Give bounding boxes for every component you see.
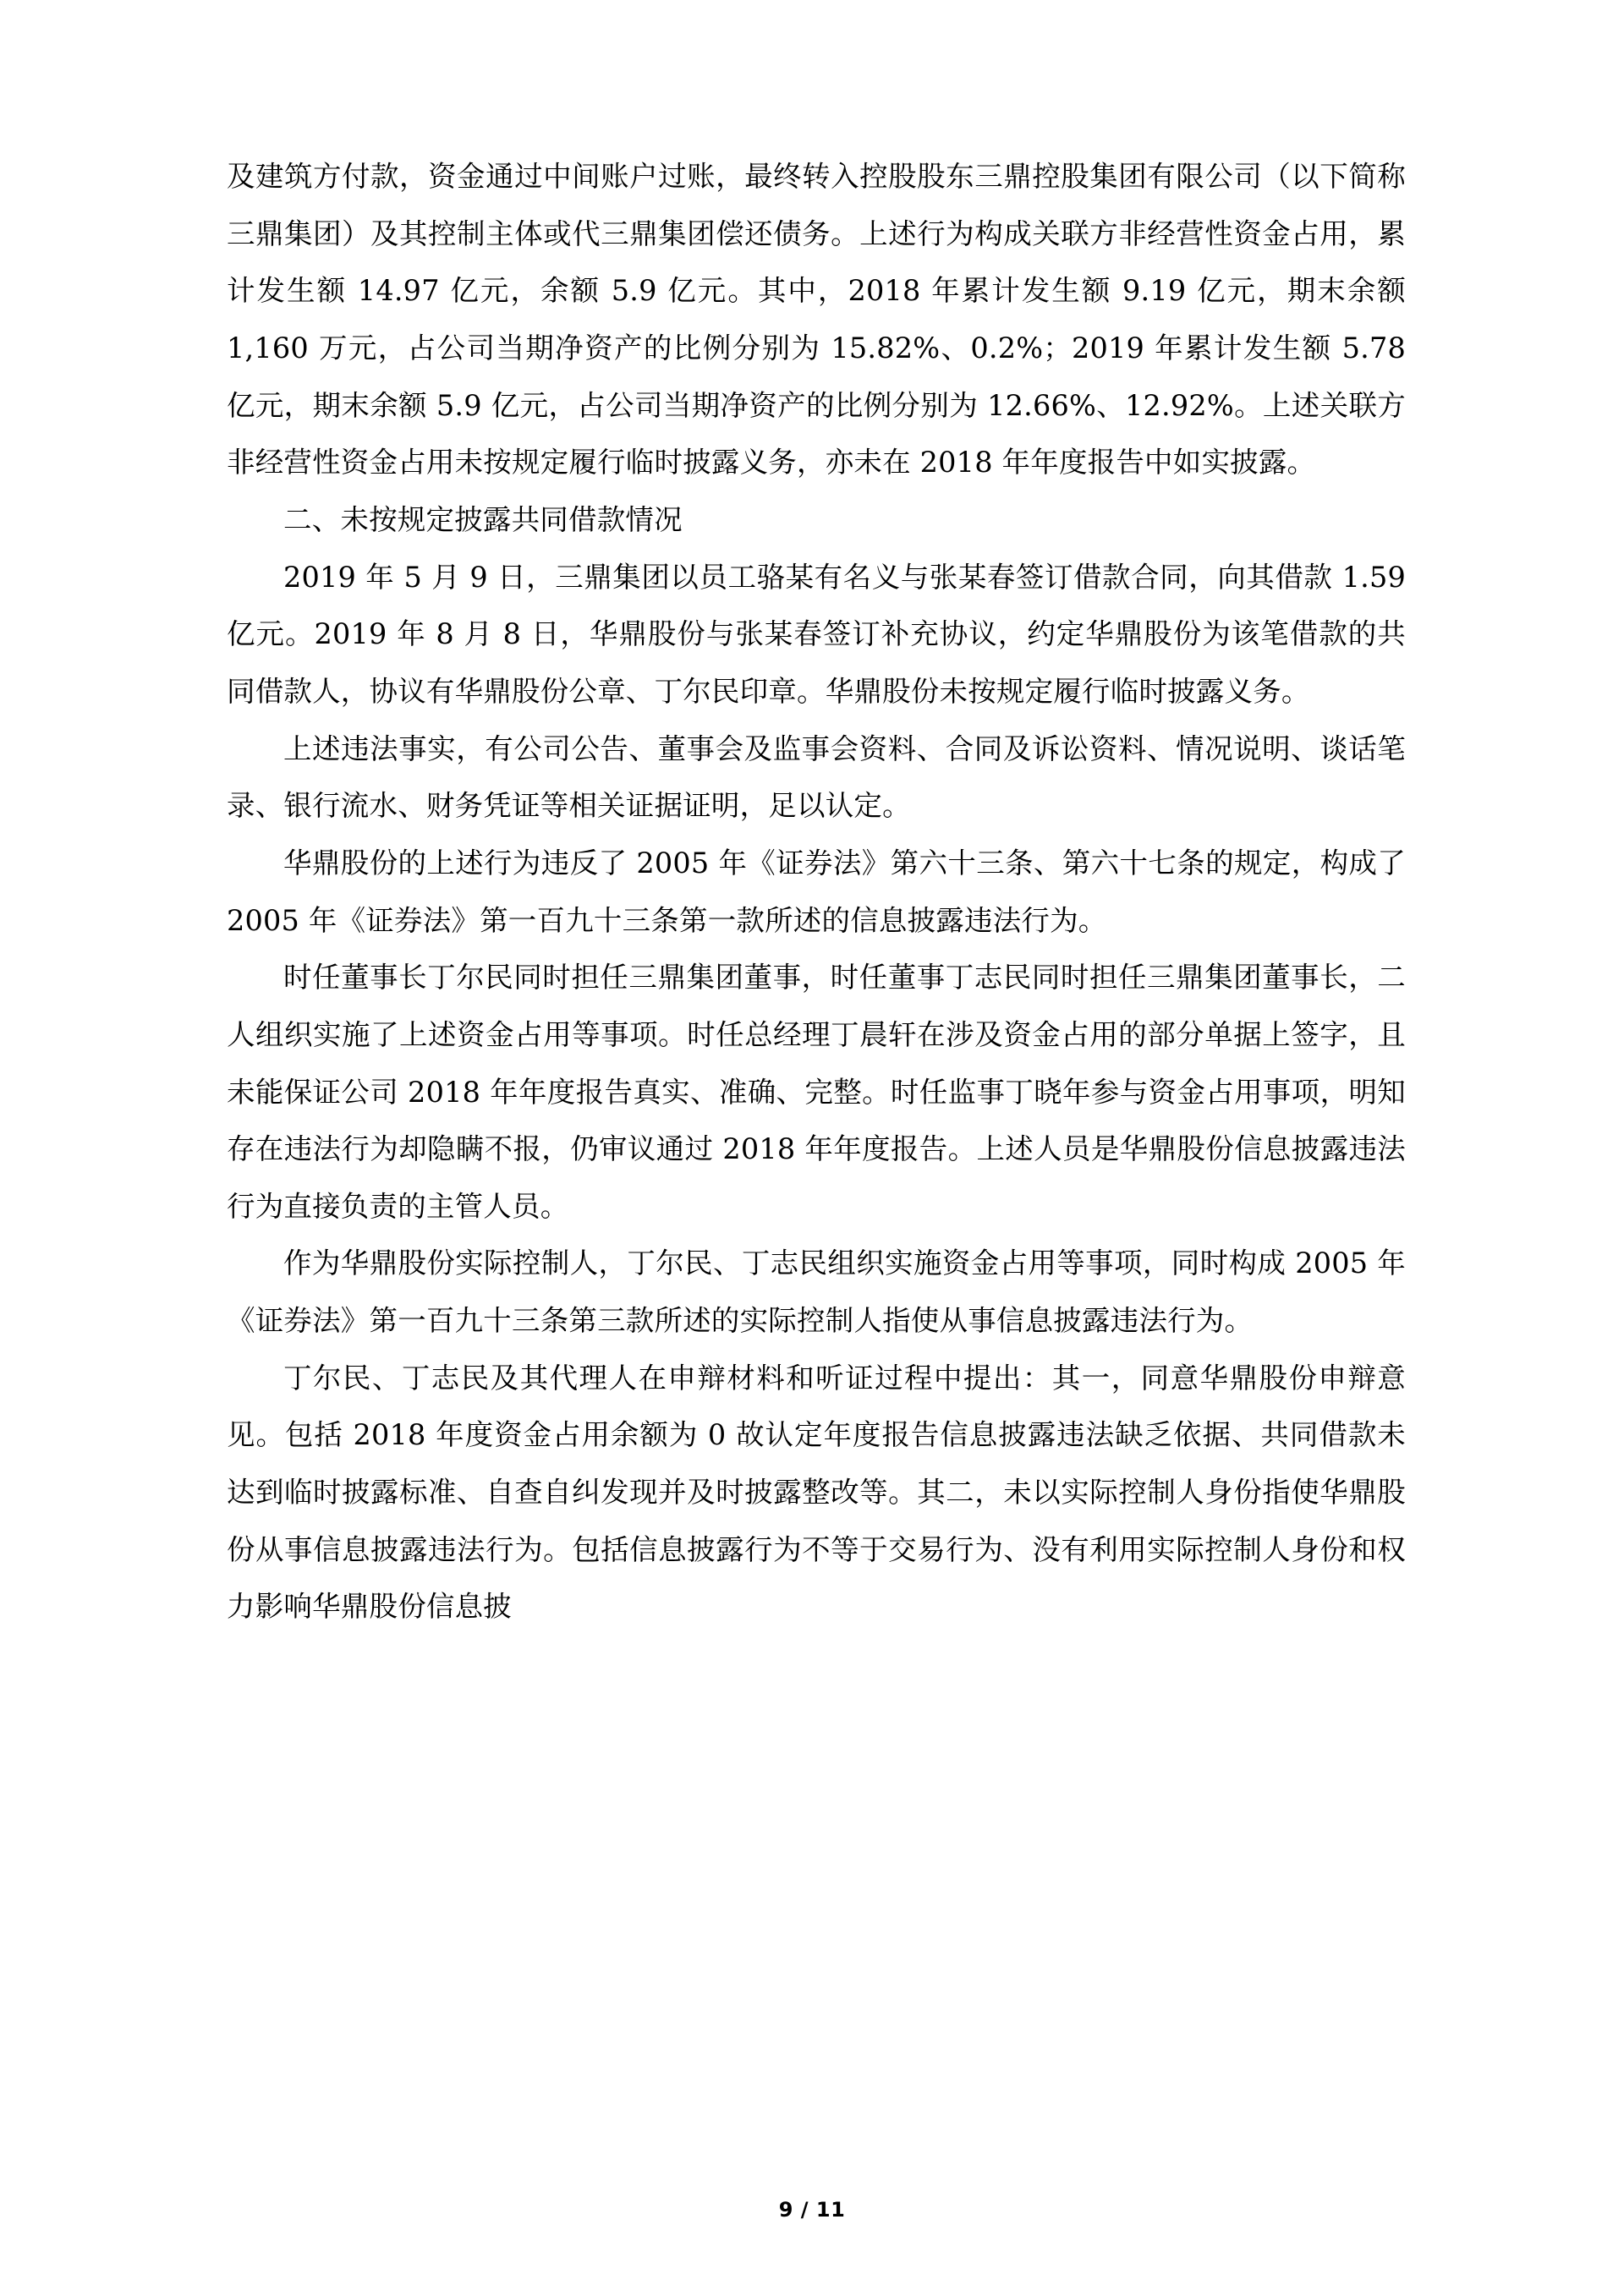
paragraph-continued-occupation: 及建筑方付款，资金通过中间账户过账，最终转入控股股东三鼎控股集团有限公司（以下简称三鼎集团）及其控制主体或代三鼎集团偿还债务。上述行为构成关联方非经营性资金占用，累计发生额 14.97 亿元，余额 5.9 亿元。其中，2018 年累计发生额 9.19 亿元，期末余额 1,160 万元，占公司当期净资产的比例分别为 15.82%、0.2%；2019 年累计发生额 5.78 亿元，期末余额 5.9 亿元，占公司当期净资产的比例分别为 12.66%、12.92%。上述关联方非经营性资金占用未按规定履行临时披露义务，亦未在 2018 年年度报告中如实披露。 [227,160,1406,479]
paragraph-joint-loan: 2019 年 5 月 9 日，三鼎集团以员工骆某有名义与张某春签订借款合同，向其借款 1.59 亿元。2019 年 8 月 8 日，华鼎股份与张某春签订补充协议，约定华鼎股份为该笔借款的共同借款人，协议有华鼎股份公章、丁尔民印章。华鼎股份未按规定履行临时披露义务。 [227,560,1406,708]
paragraph-evidence: 上述违法事实，有公司公告、董事会及监事会资料、合同及诉讼资料、情况说明、谈话笔录、银行流水、财务凭证等相关证据证明，足以认定。 [227,732,1406,823]
paragraph-responsible-persons: 时任董事长丁尔民同时担任三鼎集团董事，时任董事丁志民同时担任三鼎集团董事长，二人组织实施了上述资金占用等事项。时任总经理丁晨轩在涉及资金占用的部分单据上签字，且未能保证公司 2018 年年度报告真实、准确、完整。时任监事丁晓年参与资金占用事项，明知存在违法行为却隐瞒不报，仍审议通过 2018 年年度报告。上述人员是华鼎股份信息披露违法行为直接负责的主管人员。 [227,961,1406,1223]
document-body [227,148,1406,1636]
paragraph-violation-law: 华鼎股份的上述行为违反了 2005 年《证券法》第六十三条、第六十七条的规定，构成了 2005 年《证券法》第一百九十三条第一款所述的信息披露违法行为。 [227,846,1406,937]
paragraph-section-heading-two: 二、未按规定披露共同借款情况 [283,502,683,536]
page-number-footer: 9 / 11 [778,2198,846,2222]
paragraph-defense-statements: 丁尔民、丁志民及其代理人在申辩材料和听证过程中提出：其一，同意华鼎股份申辩意见。包括 2018 年度资金占用余额为 0 故认定年度报告信息披露违法缺乏依据、共同借款未达到临时披露标准、自查自纠发现并及时披露整改等。其二，未以实际控制人身份指使华鼎股份从事信息披露违法行为。包括信息披露行为不等于交易行为、没有利用实际控制人身份和权力影响华鼎股份信息披 [227,1361,1406,1624]
paragraph-actual-controller: 作为华鼎股份实际控制人，丁尔民、丁志民组织实施资金占用等事项，同时构成 2005 年《证券法》第一百九十三条第三款所述的实际控制人指使从事信息披露违法行为。 [227,1247,1406,1338]
